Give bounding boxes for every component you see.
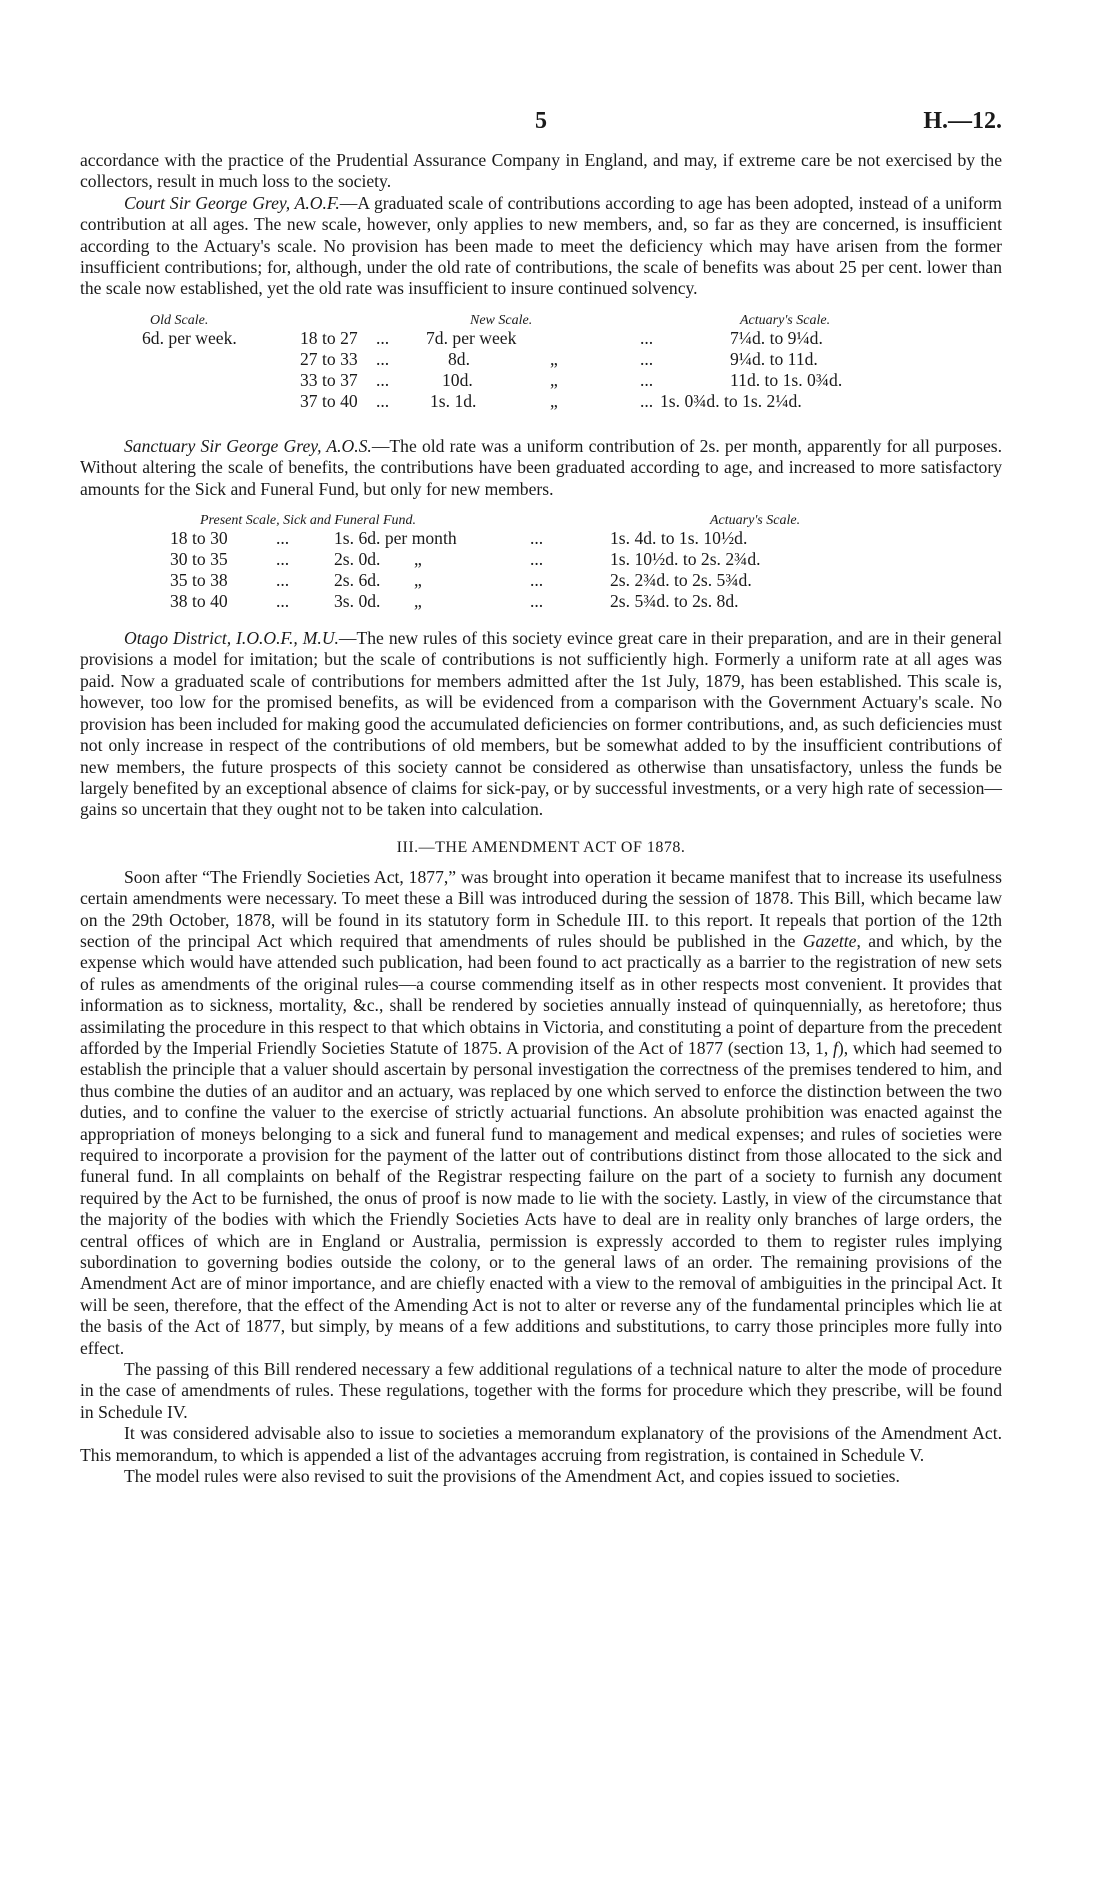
age-range: 33 to 37: [300, 369, 358, 390]
paragraph-text: —The old rate was a uniform contribution of 2s. per month, apparently for all purposes. Without altering the scale of benefits, the contributions have been graduated according to age, and increased to more satisfactory amounts for the Sick and Funeral Fund, but only for new members.: [80, 435, 1002, 499]
age-range: 18 to 27: [300, 327, 358, 348]
leader-dots: ...: [376, 327, 390, 348]
paragraph-otago-district: [80, 628, 1002, 821]
actuary-scale-value: 11d. to 1s. 0¾d.: [730, 369, 843, 390]
table-row: [80, 570, 1002, 591]
table-row: [80, 591, 1002, 612]
present-scale-value: 2s. 0d.: [334, 549, 381, 570]
leader-dots: ...: [376, 348, 390, 369]
paragraph-memorandum: It was considered advisable also to issue to societies a memorandum explanatory of the provisions of the Amendment Act. This memorandum, to which is appended a list of the advantages accruing from registration, is contained in Schedule V.: [80, 1423, 1002, 1465]
age-range: 38 to 40: [170, 591, 228, 612]
paragraph-sanctuary-sir-george-grey: [80, 436, 1002, 500]
present-scale-value: 2s. 6d.: [334, 570, 381, 591]
ditto-mark: „: [550, 348, 558, 369]
society-name: Otago District, I.O.O.F., M.U.: [124, 628, 339, 649]
leader-dots: ...: [276, 549, 290, 570]
header-old-scale: Old Scale.: [150, 312, 209, 328]
paragraph-text: , and which, by the expense which would have attended such publication, had been found to act practically as a barrier to the registration of new sets of rules as amendments of the original rules—a course commending itself as in other respects most convenient. It provides that information as to sickness, mortality, &c., shall be rendered by societies annually instead of quinquennially, as heretofore; thus assimilating the procedure in this respect to that which obtains in Victoria, and constituting a point of departure from the precedent afforded by the Imperial Friendly Societies Statute of 1875. A provision of the Act of 1877 (section 13, 1,: [80, 930, 1002, 1058]
paragraph-regulations: The passing of this Bill rendered necessary a few additional regulations of a technical nature to alter the mode of procedure in the case of amendments of rules. These regulations, together with the forms for procedure which they prescribe, will be found in Schedule IV.: [80, 1359, 1002, 1422]
new-scale-value: 8d.: [448, 348, 470, 369]
document-reference: H.—12.: [923, 108, 1002, 134]
gazette-title: Gazette: [802, 930, 857, 951]
section-heading: III.—THE AMENDMENT ACT OF 1878.: [396, 838, 686, 856]
leader-dots: ...: [276, 570, 290, 591]
table-header-row: [80, 510, 1002, 528]
old-scale-value: 6d. per week.: [142, 327, 237, 348]
actuary-scale-value: 1s. 10½d. to 2s. 2¾d.: [610, 549, 761, 570]
society-name: Court Sir George Grey, A.O.F.: [124, 192, 340, 213]
contribution-scale-table-2: [80, 510, 1002, 620]
table-row: [80, 549, 1002, 570]
leader-dots: ...: [276, 528, 290, 549]
leader-dots: ...: [376, 390, 390, 411]
leader-dots: ...: [640, 390, 654, 411]
leader-dots: ...: [530, 591, 544, 612]
header-actuary-scale: Actuary's Scale.: [740, 312, 831, 328]
leader-dots: ...: [640, 327, 654, 348]
present-scale-value: 1s. 6d. per month: [334, 528, 457, 549]
ditto-mark: „: [550, 369, 558, 390]
ditto-mark: „: [414, 591, 422, 612]
paragraph-amendment-act: [80, 867, 1002, 1359]
ditto-mark: „: [414, 570, 422, 591]
paragraph-continuation: accordance with the practice of the Prudential Assurance Company in England, and may, if extreme care be not exercised by the collectors, result in much loss to the society.: [80, 150, 1002, 192]
document-page: [80, 0, 1002, 1488]
subsection-letter: f: [833, 1037, 838, 1058]
leader-dots: ...: [530, 570, 544, 591]
new-scale-value: 10d.: [442, 369, 473, 390]
leader-dots: ...: [376, 369, 390, 390]
actuary-scale-value: 7¼d. to 9¼d.: [730, 327, 823, 348]
age-range: 37 to 40: [300, 390, 358, 411]
header-new-scale: New Scale.: [470, 312, 533, 328]
age-range: 35 to 38: [170, 570, 228, 591]
actuary-scale-value: 2s. 5¾d. to 2s. 8d.: [610, 591, 739, 612]
leader-dots: ...: [530, 528, 544, 549]
ditto-mark: „: [550, 390, 558, 411]
leader-dots: ...: [276, 591, 290, 612]
paragraph-text: —The new rules of this society evince great care in their preparation, and are in their general provisions a model for imitation; but the scale of contributions is not sufficiently high. Formerly a uniform rate at all ages was paid. Now a graduated scale of contributions for members admitted after the 1st July, 1879, has been established. This scale is, however, too low for the promised benefits, as will be evidenced from a comparison with the Government Actuary's scale. No provision has been included for making good the accumulated deficiencies on former contributions, and, as such deficiencies must not only increase in respect of the contributions of old members, but be somewhat added to by the insufficient contributions of new members, the future prospects of this society cannot be considered as otherwise than unsatisfactory, unless the funds be largely benefited by an exceptional absence of claims for sick-pay, or by successful investments, or a very high rate of secession—gains so uncertain that they ought not to be taken into calculation.: [80, 628, 1002, 820]
paragraph-text: ), which had seemed to establish the principle that a valuer should ascertain by personal investigation the correctness of the premises tendered to him, and thus combine the duties of an auditor and an actuary, was replaced by one which served to enforce the distinction between the two duties, and to confine the valuer to the exercise of strictly actuarial functions. An absolute prohibition was enacted against the appropriation of moneys belonging to a sick and funeral fund to management and medical expenses; and rules of societies were required to incorporate a provision for the payment of the latter out of contributions distinct from those allocated to the sick and funeral fund. In all complaints on behalf of the Registrar respecting failure on the part of a society to furnish any document required by the Act to be furnished, the onus of proof is now made to lie with the society. Lastly, in view of the circumstance that the majority of the bodies with which the Friendly Societies Acts have to deal are in reality only branches of large orders, the central offices of which are in England or Australia, permission is expressly accorded to them to register rules implying subordination to governing bodies outside the colony, or to the general laws of an order. The remaining provisions of the Amendment Act are of minor importance, and are chiefly enacted with a view to the removal of ambiguities in the principal Act. It will be seen, therefore, that the effect of the Amending Act is not to alter or reverse any of the fundamental principles which lie at the basis of the Act of 1877, but simply, by means of a few additions and substitutions, to carry those principles more fully into effect.: [80, 1037, 1002, 1358]
present-scale-value: 3s. 0d.: [334, 591, 381, 612]
table-header-row: [80, 310, 1002, 328]
page-number: 5: [535, 108, 547, 134]
contribution-scale-table-1: [80, 310, 1002, 428]
table-row: [80, 328, 1002, 349]
paragraph-text: —A graduated scale of contributions according to age has been adopted, instead of a uniform contribution at all ages. The new scale, however, only applies to new members, and, so far as they are concerned, is insufficient according to the Actuary's scale. No provision has been made to meet the deficiency which may have arisen from the former insufficient contributions; for, although, under the old rate of contributions, the scale of benefits was about 25 per cent. lower than the scale now established, yet the old rate was insufficient to insure continued solvency.: [80, 192, 1002, 299]
age-range: 27 to 33: [300, 348, 358, 369]
leader-dots: ...: [530, 549, 544, 570]
paragraph-text: Soon after “The Friendly Societies Act, 1877,” was brought into operation it became manifest that to increase its usefulness certain amendments were necessary. To meet these a Bill was introduced during the session of 1878. This Bill, which became law on the 29th October, 1878, will be found in its statutory form in Schedule III. to this report. It repeals that portion of the 12th section of the principal Act which required that amendments of rules should be published in the: [80, 866, 1002, 951]
age-range: 30 to 35: [170, 549, 228, 570]
actuary-scale-value: 1s. 0¾d. to 1s. 2¼d.: [660, 390, 802, 411]
table-row: [80, 391, 1002, 412]
table-row: [80, 349, 1002, 370]
leader-dots: ...: [640, 348, 654, 369]
leader-dots: ...: [640, 369, 654, 390]
actuary-scale-value: 9¼d. to 11d.: [730, 348, 818, 369]
actuary-scale-value: 1s. 4d. to 1s. 10½d.: [610, 528, 748, 549]
society-name: Sanctuary Sir George Grey, A.O.S.: [124, 435, 372, 456]
ditto-mark: „: [414, 549, 422, 570]
paragraph-model-rules: The model rules were also revised to suit the provisions of the Amendment Act, and copies issued to societies.: [124, 1466, 900, 1487]
new-scale-value: 7d. per week: [426, 327, 517, 348]
actuary-scale-value: 2s. 2¾d. to 2s. 5¾d.: [610, 570, 752, 591]
new-scale-value: 1s. 1d.: [430, 390, 477, 411]
table-row: [80, 370, 1002, 391]
page-header: [80, 0, 1002, 150]
header-present-scale: Present Scale, Sick and Funeral Fund.: [200, 513, 417, 529]
table-row: [80, 528, 1002, 549]
header-actuary-scale: Actuary's Scale.: [710, 513, 801, 529]
age-range: 18 to 30: [170, 528, 228, 549]
paragraph-court-sir-george-grey: [80, 193, 1002, 300]
